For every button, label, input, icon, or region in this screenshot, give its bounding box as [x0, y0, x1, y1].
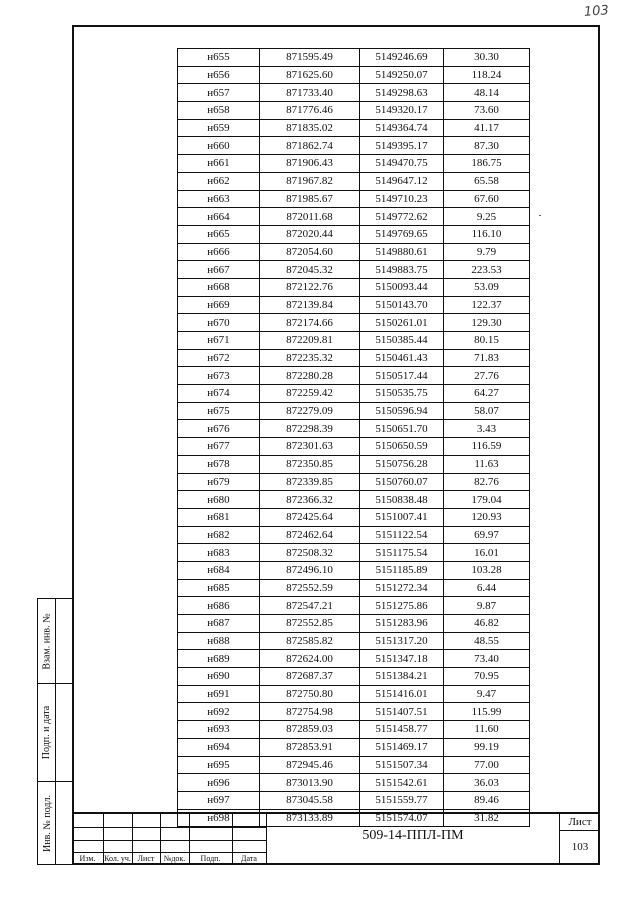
x-coordinate-cell: 872687.37 [260, 668, 360, 686]
x-coordinate-cell: 872298.39 [260, 420, 360, 438]
point-id-cell: н660 [178, 137, 260, 155]
distance-cell: 82.76 [444, 473, 530, 491]
y-coordinate-cell: 5151272.34 [360, 579, 444, 597]
y-coordinate-cell: 5150756.28 [360, 455, 444, 473]
x-coordinate-cell: 872045.32 [260, 261, 360, 279]
point-id-cell: н664 [178, 208, 260, 226]
distance-cell: 64.27 [444, 385, 530, 403]
y-coordinate-cell: 5151469.17 [360, 738, 444, 756]
y-coordinate-cell: 5150650.59 [360, 438, 444, 456]
y-coordinate-cell: 5151175.54 [360, 544, 444, 562]
y-coordinate-cell: 5149250.07 [360, 66, 444, 84]
side-label-original-inv: Инв. № подл. [41, 795, 53, 852]
table-row [178, 349, 530, 367]
x-coordinate-cell: 871625.60 [260, 66, 360, 84]
distance-cell: 65.58 [444, 172, 530, 190]
distance-cell: 186.75 [444, 155, 530, 173]
y-coordinate-cell: 5149246.69 [360, 49, 444, 67]
distance-cell: 115.99 [444, 703, 530, 721]
point-id-cell: н667 [178, 261, 260, 279]
x-coordinate-cell: 872350.85 [260, 455, 360, 473]
distance-cell: 129.30 [444, 314, 530, 332]
distance-cell: 11.60 [444, 721, 530, 739]
y-coordinate-cell: 5151507.34 [360, 756, 444, 774]
x-coordinate-cell: 872054.60 [260, 243, 360, 261]
table-row [178, 314, 530, 332]
distance-cell: 3.43 [444, 420, 530, 438]
point-id-cell: н683 [178, 544, 260, 562]
side-label-replacement-inv: Взам. инв. № [41, 612, 53, 670]
point-id-cell: н687 [178, 615, 260, 633]
distance-cell: 48.55 [444, 632, 530, 650]
distance-cell: 99.19 [444, 738, 530, 756]
table-row [178, 278, 530, 296]
x-coordinate-cell: 872425.64 [260, 508, 360, 526]
distance-cell: 120.93 [444, 508, 530, 526]
table-row [178, 597, 530, 615]
point-id-cell: н691 [178, 685, 260, 703]
point-id-cell: н682 [178, 526, 260, 544]
y-coordinate-cell: 5150143.70 [360, 296, 444, 314]
distance-cell: 9.87 [444, 597, 530, 615]
document-code: 509-14-ППЛ-ПМ [362, 828, 464, 843]
table-row [178, 119, 530, 137]
title-block [72, 812, 600, 865]
distance-cell: 27.76 [444, 367, 530, 385]
x-coordinate-cell: 872280.28 [260, 367, 360, 385]
distance-cell: 87.30 [444, 137, 530, 155]
stamp-header-sheet: Лист [137, 854, 155, 863]
x-coordinate-cell: 872339.85 [260, 473, 360, 491]
distance-cell: 77.00 [444, 756, 530, 774]
distance-cell: 6.44 [444, 579, 530, 597]
x-coordinate-cell: 871906.43 [260, 155, 360, 173]
y-coordinate-cell: 5149298.63 [360, 84, 444, 102]
y-coordinate-cell: 5151122.54 [360, 526, 444, 544]
point-id-cell: н673 [178, 367, 260, 385]
y-coordinate-cell: 5149470.75 [360, 155, 444, 173]
point-id-cell: н674 [178, 385, 260, 403]
x-coordinate-cell: 872585.82 [260, 632, 360, 650]
y-coordinate-cell: 5150596.94 [360, 402, 444, 420]
x-coordinate-cell: 872011.68 [260, 208, 360, 226]
y-coordinate-cell: 5149883.75 [360, 261, 444, 279]
y-coordinate-cell: 5150461.43 [360, 349, 444, 367]
y-coordinate-cell: 5151384.21 [360, 668, 444, 686]
point-id-cell: н696 [178, 774, 260, 792]
y-coordinate-cell: 5150093.44 [360, 278, 444, 296]
distance-cell: 67.60 [444, 190, 530, 208]
table-row [178, 102, 530, 120]
point-id-cell: н657 [178, 84, 260, 102]
x-coordinate-cell: 872945.46 [260, 756, 360, 774]
point-id-cell: н663 [178, 190, 260, 208]
table-row [178, 668, 530, 686]
y-coordinate-cell: 5151007.41 [360, 508, 444, 526]
table-row [178, 296, 530, 314]
x-coordinate-cell: 872496.10 [260, 561, 360, 579]
table-row [178, 650, 530, 668]
x-coordinate-cell: 872366.32 [260, 491, 360, 509]
distance-cell: 58.07 [444, 402, 530, 420]
x-coordinate-cell: 872624.00 [260, 650, 360, 668]
x-coordinate-cell: 872754.98 [260, 703, 360, 721]
table-row [178, 208, 530, 226]
point-id-cell: н680 [178, 491, 260, 509]
y-coordinate-cell: 5151407.51 [360, 703, 444, 721]
y-coordinate-cell: 5151574.07 [360, 809, 444, 827]
table-row [178, 66, 530, 84]
distance-cell: 179.04 [444, 491, 530, 509]
table-row [178, 738, 530, 756]
distance-cell: 53.09 [444, 278, 530, 296]
table-row [178, 561, 530, 579]
x-coordinate-cell: 871985.67 [260, 190, 360, 208]
distance-cell: 69.97 [444, 526, 530, 544]
y-coordinate-cell: 5150535.75 [360, 385, 444, 403]
x-coordinate-cell: 873133.89 [260, 809, 360, 827]
stamp-line [72, 827, 267, 828]
table-row [178, 385, 530, 403]
x-coordinate-cell: 872462.64 [260, 526, 360, 544]
table-row [178, 721, 530, 739]
table-row [178, 615, 530, 633]
distance-cell: 31.82 [444, 809, 530, 827]
table-row [178, 84, 530, 102]
x-coordinate-cell: 872235.32 [260, 349, 360, 367]
point-id-cell: н678 [178, 455, 260, 473]
table-row [178, 420, 530, 438]
y-coordinate-cell: 5149769.65 [360, 225, 444, 243]
distance-cell: 70.95 [444, 668, 530, 686]
table-row [178, 155, 530, 173]
y-coordinate-cell: 5150385.44 [360, 332, 444, 350]
y-coordinate-cell: 5149710.23 [360, 190, 444, 208]
table-row [178, 243, 530, 261]
point-id-cell: н666 [178, 243, 260, 261]
y-coordinate-cell: 5150651.70 [360, 420, 444, 438]
table-row [178, 703, 530, 721]
coordinates-table [177, 48, 530, 827]
point-id-cell: н698 [178, 809, 260, 827]
x-coordinate-cell: 871595.49 [260, 49, 360, 67]
y-coordinate-cell: 5151283.96 [360, 615, 444, 633]
stamp-header-change: Изм. [79, 854, 96, 863]
point-id-cell: н689 [178, 650, 260, 668]
x-coordinate-cell: 872209.81 [260, 332, 360, 350]
table-row [178, 225, 530, 243]
table-row [178, 508, 530, 526]
stamp-line [72, 840, 267, 841]
x-coordinate-cell: 871733.40 [260, 84, 360, 102]
point-id-cell: н677 [178, 438, 260, 456]
stamp-header-doc-number: №док. [163, 854, 186, 863]
table-row [178, 526, 530, 544]
point-id-cell: н679 [178, 473, 260, 491]
point-id-cell: н655 [178, 49, 260, 67]
x-coordinate-cell: 872508.32 [260, 544, 360, 562]
y-coordinate-cell: 5149647.12 [360, 172, 444, 190]
distance-cell: 122.37 [444, 296, 530, 314]
distance-cell: 118.24 [444, 66, 530, 84]
distance-cell: 89.46 [444, 791, 530, 809]
y-coordinate-cell: 5149364.74 [360, 119, 444, 137]
distance-cell: 71.83 [444, 349, 530, 367]
y-coordinate-cell: 5149880.61 [360, 243, 444, 261]
stamp-line [559, 830, 600, 831]
distance-cell: 11.63 [444, 455, 530, 473]
stamp-header-signature: Подп. [200, 854, 221, 863]
handwritten-page-number: 103 [583, 3, 610, 20]
distance-cell: 116.10 [444, 225, 530, 243]
distance-cell: 9.79 [444, 243, 530, 261]
point-id-cell: н668 [178, 278, 260, 296]
side-label-signature-date: Подп. и дата [41, 705, 53, 759]
x-coordinate-cell: 872552.85 [260, 615, 360, 633]
x-coordinate-cell: 872547.21 [260, 597, 360, 615]
x-coordinate-cell: 872750.80 [260, 685, 360, 703]
point-id-cell: н675 [178, 402, 260, 420]
y-coordinate-cell: 5150261.01 [360, 314, 444, 332]
point-id-cell: н659 [178, 119, 260, 137]
table-row [178, 473, 530, 491]
point-id-cell: н693 [178, 721, 260, 739]
point-id-cell: н671 [178, 332, 260, 350]
table-row [178, 190, 530, 208]
table-row [178, 172, 530, 190]
x-coordinate-cell: 872259.42 [260, 385, 360, 403]
side-stamp [37, 598, 72, 865]
point-id-cell: н670 [178, 314, 260, 332]
point-id-cell: н686 [178, 597, 260, 615]
x-coordinate-cell: 873013.90 [260, 774, 360, 792]
y-coordinate-cell: 5151317.20 [360, 632, 444, 650]
point-id-cell: н662 [178, 172, 260, 190]
stamp-header-date: Дата [241, 854, 257, 863]
y-coordinate-cell: 5151416.01 [360, 685, 444, 703]
table-row [178, 402, 530, 420]
point-id-cell: н685 [178, 579, 260, 597]
x-coordinate-cell: 872139.84 [260, 296, 360, 314]
distance-cell: 73.60 [444, 102, 530, 120]
x-coordinate-cell: 872552.59 [260, 579, 360, 597]
point-id-cell: н665 [178, 225, 260, 243]
x-coordinate-cell: 871967.82 [260, 172, 360, 190]
distance-cell: 16.01 [444, 544, 530, 562]
point-id-cell: н692 [178, 703, 260, 721]
table-row [178, 49, 530, 67]
y-coordinate-cell: 5151458.77 [360, 721, 444, 739]
table-row [178, 774, 530, 792]
y-coordinate-cell: 5151347.18 [360, 650, 444, 668]
x-coordinate-cell: 872020.44 [260, 225, 360, 243]
table-row [178, 455, 530, 473]
stamp-header-count: Кол. уч. [104, 854, 131, 863]
y-coordinate-cell: 5151275.86 [360, 597, 444, 615]
x-coordinate-cell: 872122.76 [260, 278, 360, 296]
point-id-cell: н669 [178, 296, 260, 314]
point-id-cell: н695 [178, 756, 260, 774]
table-row [178, 367, 530, 385]
x-coordinate-cell: 872853.91 [260, 738, 360, 756]
sheet-number: 103 [571, 841, 589, 853]
y-coordinate-cell: 5149320.17 [360, 102, 444, 120]
table-row [178, 756, 530, 774]
point-id-cell: н672 [178, 349, 260, 367]
point-id-cell: н688 [178, 632, 260, 650]
distance-cell: 36.03 [444, 774, 530, 792]
distance-cell: 103.28 [444, 561, 530, 579]
x-coordinate-cell: 872301.63 [260, 438, 360, 456]
distance-cell: 9.47 [444, 685, 530, 703]
distance-cell: 223.53 [444, 261, 530, 279]
table-row [178, 791, 530, 809]
table-row [178, 491, 530, 509]
distance-cell: 80.15 [444, 332, 530, 350]
y-coordinate-cell: 5149395.17 [360, 137, 444, 155]
x-coordinate-cell: 872859.03 [260, 721, 360, 739]
table-row [178, 544, 530, 562]
y-coordinate-cell: 5150838.48 [360, 491, 444, 509]
y-coordinate-cell: 5151185.89 [360, 561, 444, 579]
table-row [178, 261, 530, 279]
point-id-cell: н694 [178, 738, 260, 756]
y-coordinate-cell: 5150760.07 [360, 473, 444, 491]
point-id-cell: н658 [178, 102, 260, 120]
distance-cell: 116.59 [444, 438, 530, 456]
sheet-label: Лист [568, 816, 592, 828]
distance-cell: 46.82 [444, 615, 530, 633]
y-coordinate-cell: 5150517.44 [360, 367, 444, 385]
x-coordinate-cell: 871776.46 [260, 102, 360, 120]
table-row [178, 579, 530, 597]
distance-cell: 73.40 [444, 650, 530, 668]
x-coordinate-cell: 871835.02 [260, 119, 360, 137]
distance-cell: 48.14 [444, 84, 530, 102]
point-id-cell: н661 [178, 155, 260, 173]
x-coordinate-cell: 872279.09 [260, 402, 360, 420]
distance-cell: 9.25 [444, 208, 530, 226]
y-coordinate-cell: 5149772.62 [360, 208, 444, 226]
x-coordinate-cell: 873045.58 [260, 791, 360, 809]
y-coordinate-cell: 5151542.61 [360, 774, 444, 792]
scan-speck [539, 215, 541, 216]
y-coordinate-cell: 5151559.77 [360, 791, 444, 809]
x-coordinate-cell: 872174.66 [260, 314, 360, 332]
point-id-cell: н656 [178, 66, 260, 84]
distance-cell: 41.17 [444, 119, 530, 137]
table-row [178, 332, 530, 350]
point-id-cell: н697 [178, 791, 260, 809]
table-row [178, 685, 530, 703]
distance-cell: 30.30 [444, 49, 530, 67]
table-row [178, 632, 530, 650]
table-row [178, 137, 530, 155]
point-id-cell: н690 [178, 668, 260, 686]
point-id-cell: н676 [178, 420, 260, 438]
table-row [178, 438, 530, 456]
point-id-cell: н684 [178, 561, 260, 579]
x-coordinate-cell: 871862.74 [260, 137, 360, 155]
point-id-cell: н681 [178, 508, 260, 526]
